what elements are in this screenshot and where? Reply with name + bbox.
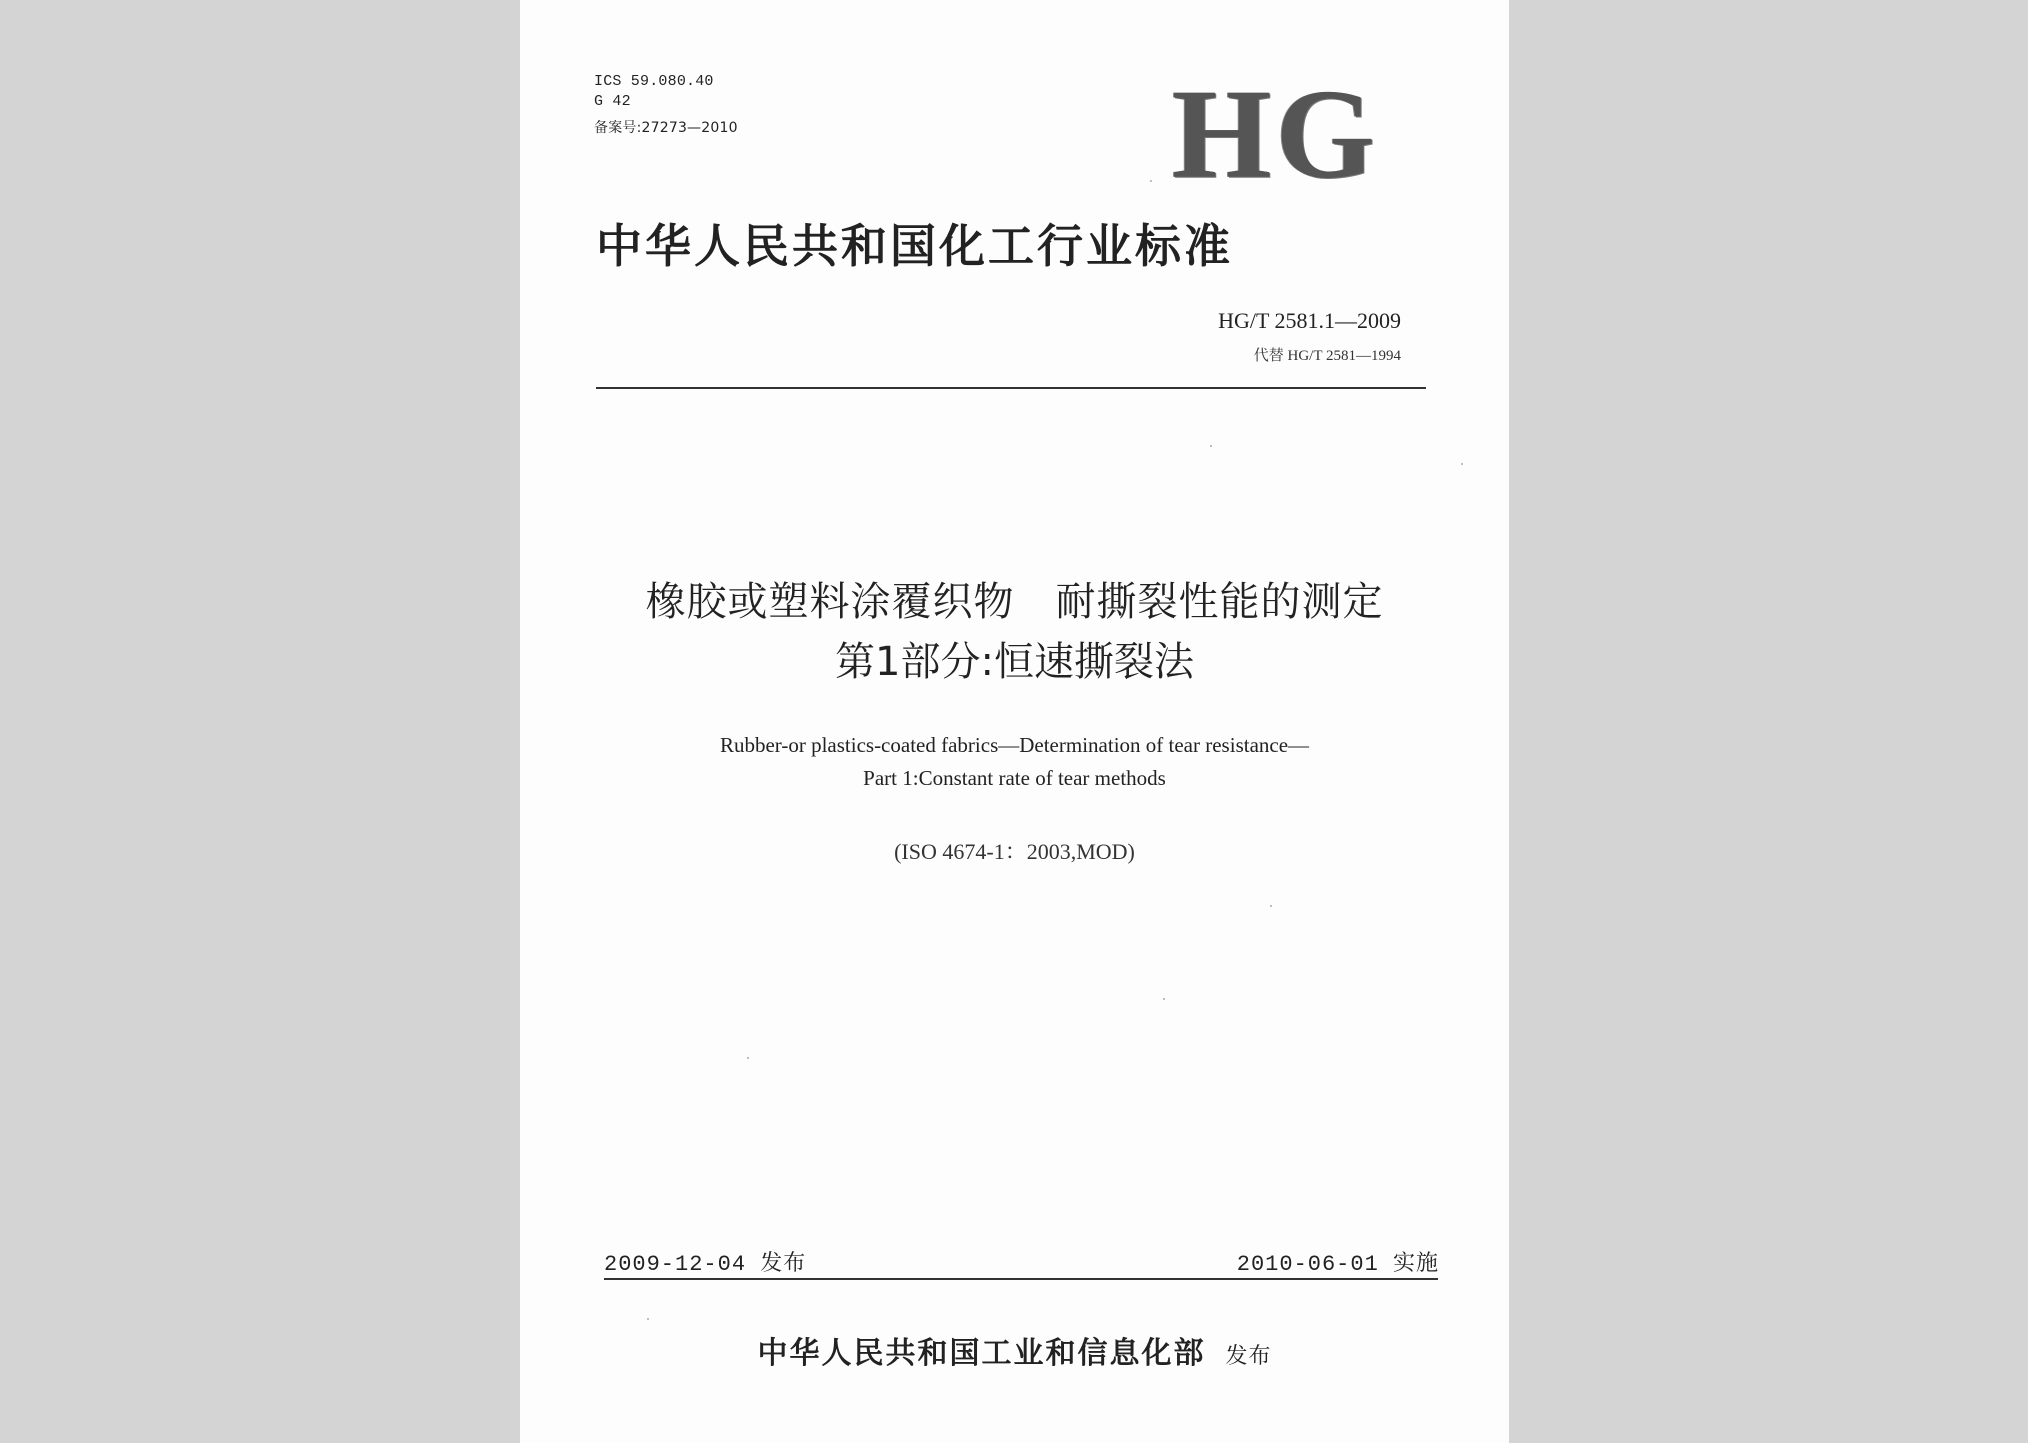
standard-category-title: 中华人民共和国化工行业标准 bbox=[596, 219, 1233, 273]
hg-logo: HG bbox=[1171, 63, 1379, 205]
scan-speck bbox=[647, 1318, 649, 1320]
standard-number: HG/T 2581.1—2009 bbox=[1218, 308, 1401, 333]
issuer-suffix: 发布 bbox=[1225, 1344, 1272, 1369]
record-number: 备案号:27273—2010 bbox=[594, 120, 738, 136]
scan-speck bbox=[1210, 445, 1212, 447]
english-title-line-1: Rubber-or plastics-coated fabrics—Determination of tear resistance— bbox=[719, 733, 1310, 757]
ics-code: ICS 59.080.40 bbox=[594, 73, 714, 90]
document-page bbox=[520, 0, 1509, 1443]
footer-divider bbox=[604, 1278, 1438, 1280]
scan-speck bbox=[1163, 998, 1165, 1000]
chinese-title-line-1: 橡胶或塑料涂覆织物 耐撕裂性能的测定 bbox=[645, 579, 1384, 625]
replaces-standard: 代替 HG/T 2581—1994 bbox=[1253, 348, 1401, 364]
issuer-name: 中华人民共和国工业和信息化部 bbox=[757, 1336, 1206, 1371]
chinese-title-line-2: 第1部分:恒速撕裂法 bbox=[835, 639, 1194, 685]
iso-reference: (ISO 4674-1：2003,MOD) bbox=[894, 839, 1135, 864]
issue-date: 2009-12-04 发布 bbox=[604, 1252, 807, 1277]
scan-speck bbox=[1461, 463, 1463, 465]
scan-speck bbox=[1270, 905, 1272, 907]
english-title-line-2: Part 1:Constant rate of tear methods bbox=[863, 766, 1166, 790]
header-divider bbox=[596, 387, 1426, 389]
issuer bbox=[520, 1328, 1509, 1372]
scan-speck bbox=[747, 1057, 749, 1059]
scan-speck bbox=[1150, 180, 1152, 182]
ccs-code: G 42 bbox=[594, 93, 631, 110]
implementation-date: 2010-06-01 实施 bbox=[1236, 1252, 1439, 1277]
